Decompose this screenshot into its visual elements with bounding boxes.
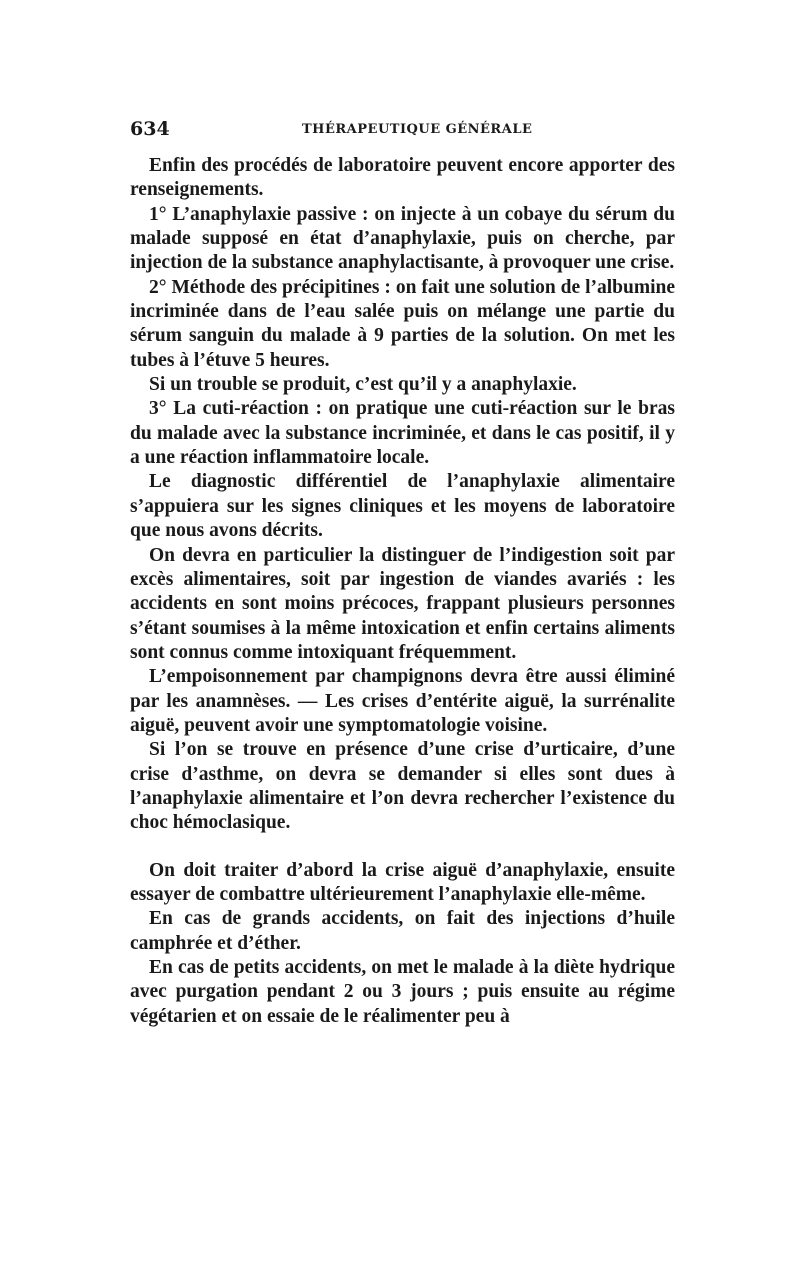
paragraph-indigestion: On devra en particulier la distinguer de l’indigestion soit par excès alimentaires, soit par ingestion de viandes avariés : les accidents en sont moins précoces, frappant plusieurs personnes s’étant soumises à la même intoxication et enfin certains aliments sont connus comme intoxiquant fréquemment.	[130, 544, 675, 663]
paragraph-differential-diagnosis: Le diagnostic différentiel de l’anaphylaxie alimentaire s’appuiera sur les signes cliniques et les moyens de laboratoire que nous avons décrits.	[130, 471, 675, 542]
paragraph-lab-methods: Enfin des procédés de laboratoire peuvent encore apporter des renseignements.	[130, 155, 675, 201]
body-text	[130, 154, 675, 1029]
paragraph-major-accidents: En cas de grands accidents, on fait des injections d’huile camphrée et d’éther.	[130, 908, 675, 954]
running-title: THÉRAPEUTIQUE GÉNÉRALE	[302, 122, 533, 137]
paragraph-urticaria-asthma: Si l’on se trouve en présence d’une crise d’urticaire, d’une crise d’asthme, on devra se demander si elles sont dues à l’anaphylaxie alimentaire et l’on devra rechercher l’existence du choc hémoclasique.	[130, 739, 675, 834]
paragraph-mushrooms: L’empoisonnement par champignons devra être aussi éliminé par les anamnèses. — Les crises d’entérite aiguë, la surrénalite aiguë, peuvent avoir une symptomatologie voisine.	[130, 666, 675, 736]
paragraph-trouble: Si un trouble se produit, c’est qu’il y a anaphylaxie.	[149, 374, 577, 396]
paragraph-precipitins: 2° Méthode des précipitines : on fait une solution de l’albumine incriminée dans de l’eau salée puis on mélange une partie du sérum sanguin du malade à 9 parties de la solution. On met les tubes à l’étuve 5 heures.	[130, 276, 675, 371]
page-number: 634	[130, 118, 170, 140]
paragraph-minor-accidents: En cas de petits accidents, on met le malade à la diète hydrique avec purgation pendant 2 ou 3 jours ; puis ensuite au régime végétarien et on essaie de le réalimenter peu à	[130, 957, 675, 1027]
page-header	[130, 118, 675, 142]
paragraph-treatment: On doit traiter d’abord la crise aiguë d’anaphylaxie, ensuite essayer de combattre ultérieurement l’anaphylaxie elle-même.	[130, 859, 675, 905]
paragraph-passive-anaphylaxis: 1° L’anaphylaxie passive : on injecte à un cobaye du sérum du malade supposé en état d’anaphylaxie, puis on cherche, par injection de la substance anaphylactisante, à provoquer une crise.	[130, 203, 675, 274]
paragraph-cuti-reaction: 3° La cuti-réaction : on pratique une cuti-réaction sur le bras du malade avec la substance incriminée, et dans le cas positif, il y a une réaction inflammatoire locale.	[130, 398, 675, 469]
